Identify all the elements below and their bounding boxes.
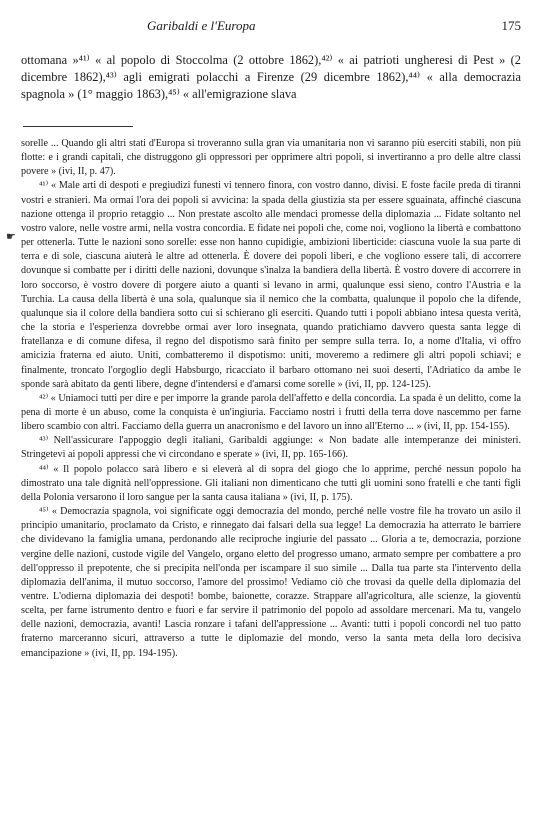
book-page: [21, 18, 521, 661]
body-paragraph: ottomana »⁴¹⁾ « al popolo di Stoccolma (2 ottobre 1862),⁴²⁾ « ai patrioti ungheresi di Pest » (2 dicembre 1862),⁴³⁾ agli emigrati polacchi a Firenze (29 dicembre 1862),⁴⁴⁾ « alla democrazia spagnola » (1° maggio 1863),⁴⁵⁾ « all'emigrazione slava: [21, 53, 521, 101]
footnote-continuation: sorelle ... Quando gli altri stati d'Europa si troveranno sulla gran via umanitaria non vi saranno più eserciti stabili, non più flotte: e i grandi capitali, che distruggono gli oppressori per opprimere altri popoli, si invertiranno a pro delle altre classi povere » (ivi, II, p. 47).: [21, 138, 521, 178]
margin-pointer-icon: ☛: [6, 231, 16, 243]
running-header: [21, 18, 521, 36]
footnote-separator: [23, 126, 133, 127]
page-number: 175: [501, 18, 521, 33]
footnote-44: ⁴⁴⁾ « Il popolo polacco sarà libero e si eleverà al di sopra del giogo che lo apprime, perché nessun popolo ha dimostrato una tale dignità nell'oppressione. Gli italiani non dimenticano che tutti gli uomini sono fratelli e che tanti figli della Polonia versarono il loro sangue per la santa causa italiana » (ivi, II, p. 175).: [21, 463, 521, 503]
footnotes-section: [21, 137, 521, 661]
footnote-41: ⁴¹⁾ « Male arti di despoti e pregiudizi funesti vi tennero finora, con vostro danno, divisi. E foste facile preda di tiranni vostri e stranieri. Ma ormai l'ora dei popoli si avvicina: la spada della giustizia sta per essere sguainata, affinché ciascuna nazione ottenga il proprio retaggio ... Non prestate ascolto alle mendaci promesse della diplomazia ... Fidate soltanto nel vostro valore, nelle vostre armi, nella vostra concordia. E fidate nei popoli che, come noi, vogliono la libertà e combattono per ottenerla. Tutte le nazioni sono sorelle: esse non hanno cupidigie, ambizioni liberticide: ciascuna vuole la sua parte di terra e di sole, ciascuna aiuterà le altre ad ottenerla. È dovere dei popoli liberi, e che vogliono essere tali, di accorrere dovunque si combatte per i diritti delle nazioni, dovunque s'inalza la bandiera della libertà. È vostro dovere di accorrere in loro soccorso, è vostro dovere di porgere aiuto a quanti si levano in armi, qualunque essi sieno, contro l'Austria e la Turchia. La causa della libertà è una sola, qualunque sia il nemico che la combatta, qualunque il popolo che la difende, qualunque sia il colore della bandiera sotto cui si schierano gli eserciti. Quando tutti i popoli abbiano intesa questa verità, che la storia e l'esperienza dovrebbe ormai aver loro insegnata, quando pratichiamo davvero questa santa legge di fratellanza e di comune difesa, il regno del dispotismo sarà finito per sempre sulla terra. Io, a nome d'Italia, vi offro amicizia fraterna ed aiuto. Uniti, combatteremo il dispotismo: uniti, moveremo a redimere gli altri popoli schiavi; e finalmente, troncato l'orgoglio degli Habsburgo, ricacciato il barbaro ottomano nei suoi deserti, l'Adriatico da ambe le sponde sarà abitato da genti libere, degne d'intendersi e d'amarsi come sorelle » (ivi, II, pp. 124-125).: [21, 180, 521, 390]
footnote-43: ⁴³⁾ Nell'assicurare l'appoggio degli italiani, Garibaldi aggiunge: « Non badate alle intemperanze dei ministeri. Stringetevi ai popoli appressi che vi circondano e sperate » (ivi, II, pp. 165-166).: [21, 435, 521, 461]
footnote-42: ⁴²⁾ « Uniamoci tutti per dire e per imporre la grande parola dell'affetto e della concordia. La spada è un delitto, come la pena di morte è un abuso, come la conquista è un'ingiuria. Facciamo nostri i frutti della terra dove nascemmo per farne libero scambio con altri. Facciamo della guerra un anacronismo e del lavoro un inno all'Eterno ... » (ivi, II, pp. 154-155).: [21, 392, 521, 433]
footnote-45: ⁴⁵⁾ « Democrazia spagnola, voi significate oggi democrazia del mondo, perché nelle vostre file ha trovato un asilo il principio umanitario, proclamato da Cristo, e rinnegato dai falsari della sua legge! La democrazia ha atterrato le barriere che dividevano la famiglia umana, perdonando alle reciproche ingiurie del passato ... Gloria a te, democrazia, porzione vergine delle nazioni, custode vigile del Vangelo, organo eletto del progresso umano, armato sempre per combattere a pro dell'oppresso il prepotente, che si precipita nell'onda per iscampare il suo simile ... Dalla tua parte sta l'intervento della diplomazia dell'anima, il mutuo soccorso, l'amore del prossimo! Vediamo ciò che trovasi da quelle della diplomazia del ventre. L'odierna diplomazia dei despoti! bombe, baionette, corazze. Strappare all'agricoltura, alle scienze, la gioventù scelta, per farne istrumento dentro e fuori e far servire il patrimonio del popolo ad assoldare mercenari. Ma tu, vangelo delle nazioni, democrazia, avanti! Lascia ronzare i tafani dell'appressione ... Avanti: tutti i popoli concordi nel tuo patto fraterno marceranno sicuri, attraverso a tutte le diplomazie del mondo, verso la santa meta della loro decisiva emancipazione » (ivi, II, pp. 194-195).: [21, 506, 521, 659]
running-title: Garibaldi e l'Europa: [147, 18, 256, 33]
